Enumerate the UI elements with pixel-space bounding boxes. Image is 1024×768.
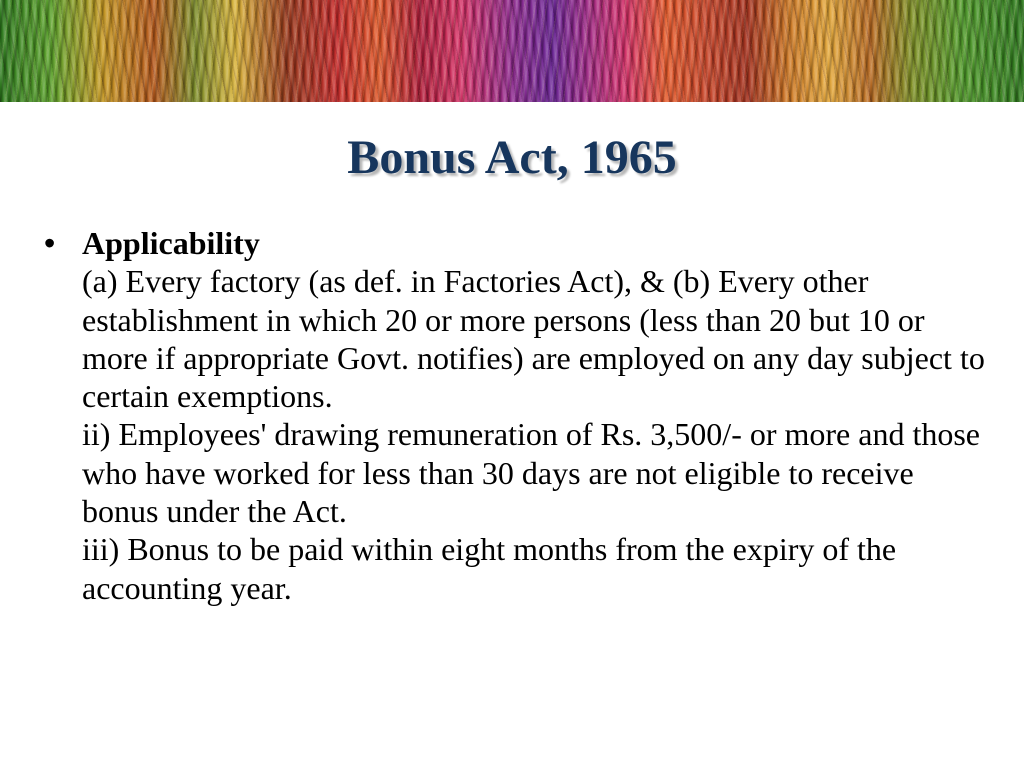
slide-body [44, 224, 992, 607]
bullet-icon: • [44, 225, 56, 261]
banner-texture [0, 0, 1024, 102]
bullet-item [44, 224, 992, 607]
bullet-heading: Applicability [82, 225, 260, 261]
clause-a-text: (a) Every factory (as def. in Factories Act), & (b) Every other establishment in which 20 or more persons (less than 20 but 10 or more if appropriate Govt. notifies) are employed on any day subject to certain exemptions. [82, 263, 985, 415]
clause-ii-text: ii) Employees' drawing remuneration of Rs. 3,500/- or more and those who have worked for less than 30 days are not eligible to receive bonus under the Act. [82, 416, 980, 530]
clause-iii-text: iii) Bonus to be paid within eight months from the expiry of the accounting year. [82, 531, 897, 606]
decorative-banner [0, 0, 1024, 102]
slide-title: Bonus Act, 1965 [347, 131, 677, 184]
